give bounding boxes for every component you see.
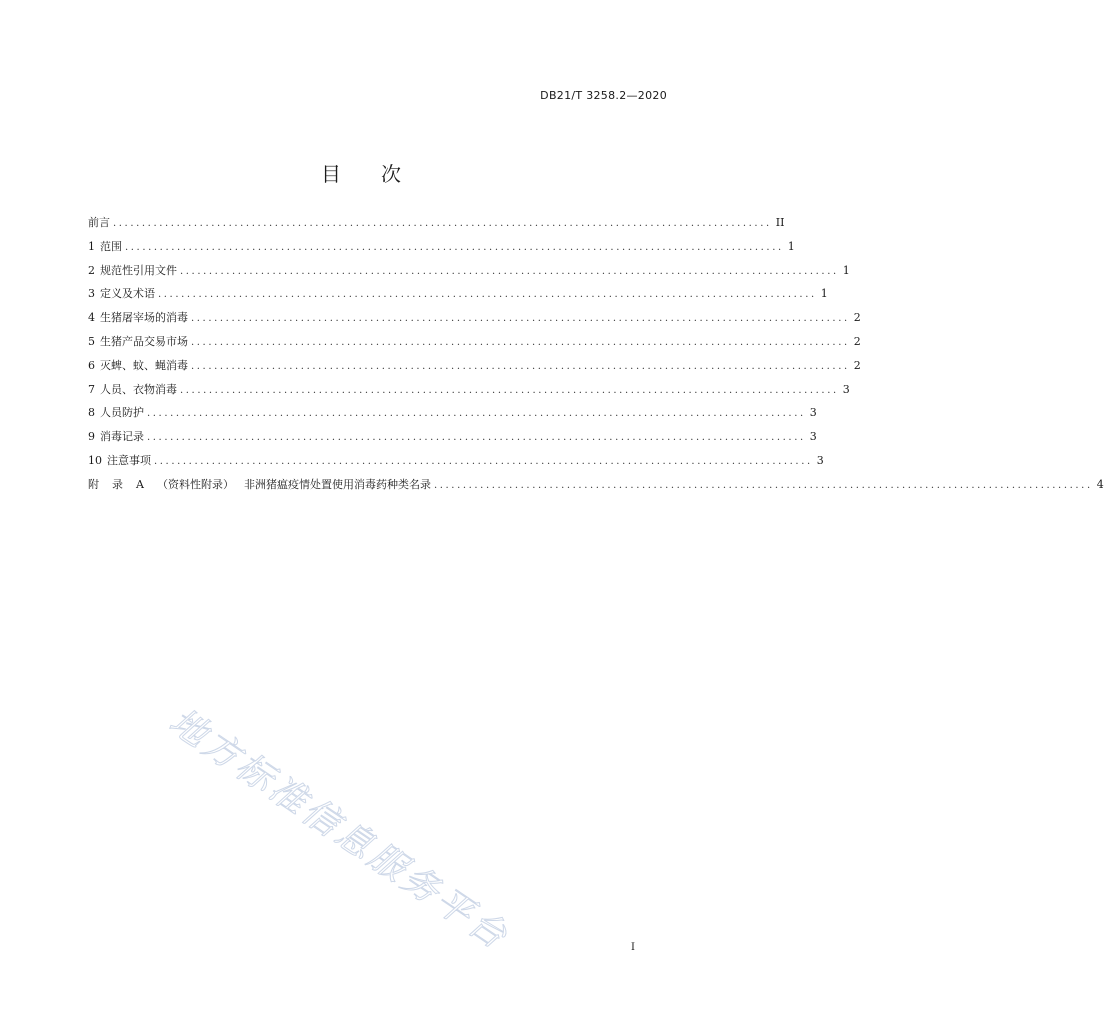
toc-entry-title: 注意事项	[107, 453, 151, 467]
toc-leader-dots: ..................................................................................................................	[113, 218, 772, 229]
toc-leader-dots: ..................................................................................................................	[147, 408, 806, 420]
toc-title	[0, 158, 724, 187]
toc-entry-title: 消毒记录	[100, 430, 144, 444]
toc-entry-7[interactable]	[88, 382, 850, 407]
toc-entry-title: 前言	[88, 216, 110, 229]
toc-entry-10[interactable]	[88, 453, 824, 478]
document-code: DB21/T 3258.2—2020	[540, 89, 667, 102]
toc-leader-dots: ..................................................................................................................	[433, 479, 1093, 491]
toc-entry-number: 10	[88, 453, 102, 467]
toc-entry-number: 5	[88, 334, 95, 348]
appendix-word-lu: 录	[112, 477, 123, 491]
toc-page-number: 1	[787, 239, 795, 253]
toc-entry-title: 人员、衣物消毒	[100, 382, 177, 396]
toc-page-number: 4	[1096, 477, 1104, 491]
toc-entry-9[interactable]	[88, 430, 817, 454]
toc-entry-foreword[interactable]	[88, 216, 785, 240]
toc-entry-number: 2	[88, 263, 95, 277]
toc-entry-title: 生猪屠宰场的消毒	[100, 311, 188, 325]
toc-leader-dots: ..................................................................................................................	[158, 289, 817, 301]
toc-entry-title: 人员防护	[100, 406, 144, 420]
toc-leader-dots: ..................................................................................................................	[191, 360, 850, 372]
toc-title-part2: 次	[381, 162, 403, 186]
toc-entry-4[interactable]	[88, 311, 861, 335]
toc-page-number: 2	[853, 358, 861, 372]
toc-leader-dots: ..................................................................................................................	[125, 241, 784, 253]
toc-page-number: 3	[816, 453, 824, 467]
toc-page-number: 2	[853, 334, 861, 348]
toc-page-number: 3	[809, 430, 817, 444]
toc-page-number: 2	[853, 311, 861, 325]
toc-entry-1[interactable]	[88, 239, 795, 264]
toc-entry-5[interactable]	[88, 334, 861, 359]
toc-page-number: II	[775, 216, 785, 229]
toc-leader-dots: ..................................................................................................................	[191, 313, 850, 325]
toc-page-number: 3	[842, 382, 850, 396]
toc-entry-title: 定义及术语	[100, 287, 155, 301]
appendix-title: 非洲猪瘟疫情处置使用消毒药种类名录	[243, 477, 431, 491]
toc-entry-number: 1	[88, 239, 95, 253]
toc-leader-dots: ..................................................................................................................	[191, 336, 850, 348]
toc-entry-title: 范围	[100, 239, 122, 253]
toc-entry-appendix-a[interactable]	[88, 477, 1104, 502]
toc-page-number: 3	[809, 406, 817, 420]
toc-entry-number: 7	[88, 382, 95, 396]
appendix-word-fu: 附	[88, 477, 99, 491]
toc-entry-6[interactable]	[88, 358, 861, 383]
toc-entry-title: 灭蜱、蚊、蝇消毒	[100, 358, 188, 372]
toc-entry-number: 4	[88, 311, 95, 325]
toc-entry-number: 3	[88, 287, 95, 301]
table-of-contents	[88, 216, 1104, 502]
toc-entry-number: 6	[88, 358, 95, 372]
page-number: I	[631, 942, 635, 953]
toc-page-number: 1	[820, 287, 828, 301]
appendix-letter: A	[136, 477, 144, 491]
watermark-text: 地方标准信息服务平台	[161, 700, 517, 959]
toc-title-part1: 目	[321, 162, 343, 186]
toc-entry-number: 9	[88, 430, 95, 444]
toc-entry-title: 生猪产品交易市场	[100, 334, 188, 348]
toc-entry-2[interactable]	[88, 263, 850, 288]
toc-leader-dots: ..................................................................................................................	[180, 384, 839, 396]
toc-entry-8[interactable]	[88, 406, 817, 430]
toc-entry-3[interactable]	[88, 287, 828, 311]
toc-leader-dots: ..................................................................................................................	[180, 265, 839, 277]
toc-page-number: 1	[842, 263, 850, 277]
appendix-type: （资料性附录）	[156, 477, 234, 491]
toc-entry-number: 8	[88, 406, 95, 420]
toc-leader-dots: ..................................................................................................................	[147, 432, 806, 444]
toc-entry-title: 规范性引用文件	[100, 263, 177, 277]
toc-leader-dots: ..................................................................................................................	[154, 455, 813, 467]
